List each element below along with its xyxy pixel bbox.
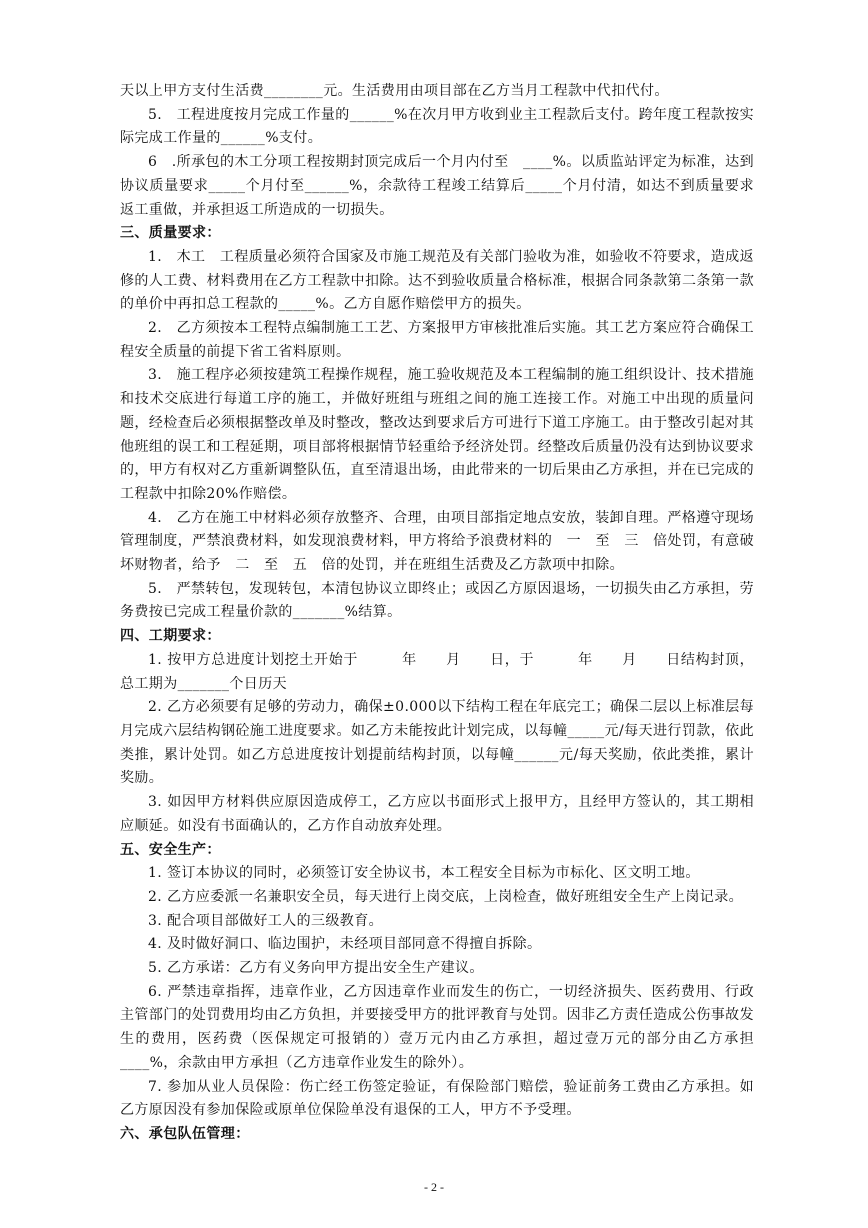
paragraph: 天以上甲方支付生活费________元。生活费用由项目部在乙方当月工程款中代扣代付。 bbox=[120, 83, 669, 99]
paragraph: 2. 乙方须按本工程特点编制施工工艺、方案报甲方审核批准后实施。其工艺方案应符合确保工程安全质量的前提下省工省料原则。 bbox=[120, 320, 754, 360]
paragraph: 1. 签订本协议的同时，必须签订安全协议书，本工程安全目标为市标化、区文明工地。 bbox=[148, 865, 700, 882]
paragraph: 7. 参加从业人员保险：伤亡经工伤签定验证，有保险部门赔偿，验证前务工费由乙方承担。如乙方原因没有参加保险或原单位保险单没有退保的工人，甲方不予受理。 bbox=[120, 1078, 754, 1119]
paragraph: 5. 严禁转包，发现转包，本清包协议立即终止；或因乙方原因退场，一切损失由乙方承担，劳务费按已完成工程量价款的_______%结算。 bbox=[120, 580, 754, 621]
paragraph: 3. 施工程序必须按建筑工程操作规程，施工验收规范及本工程编制的施工组织设计、技术措施和技术交底进行每道工序的施工，并做好班组与班组之间的施工连接工作。对施工中出现的质量问题，经检查后必须根据整改单及时整改，整改达到要求后方可进行下道工序施工。由于整改引起对其他班组的误工和工程延期，项目部将根据情节轻重给予经济处罚。经整改后质量仍没有达到协议要求的，甲方有权对乙方重新调整队伍，直至清退出场，由此带来的一切后果由乙方承担，并在已完成的工程款中扣除20%作赔偿。 bbox=[120, 367, 754, 502]
paragraph: 6. 严禁违章指挥，违章作业，乙方因违章作业而发生的伤亡，一切经济损失、医药费用、行政主管部门的处罚费用均由乙方负担，并要接受甲方的批评教育与处罚。因非乙方责任造成公伤事故发生的费用，医药费（医保规定可报销的）壹万元内由乙方承担，超过壹万元的部分由乙方承担 ____%，余款由甲方承担（乙方违章作业发生的除外）。 bbox=[120, 983, 769, 1071]
section-heading: 四、工期要求： bbox=[120, 628, 221, 645]
paragraph: 3. 配合项目部做好工人的三级教育。 bbox=[148, 912, 384, 929]
paragraph: 2. 乙方必须要有足够的劳动力，确保±0.000以下结构工程在年底完工；确保二层以上标准层每月完成六层结构钢砼施工进度要求。如乙方未能按此计划完成，以每幢_____元/每天进行罚款，依此类推，累计处罚。如乙方总进度按计划提前结构封顶，以每幢______元/每天奖励，依此类推，累计奖励。 bbox=[120, 699, 755, 787]
paragraph: 5. 工程进度按月完成工作量的______%在次月甲方收到业主工程款后支付。跨年度工程款按实际完成工作量的______%支付。 bbox=[120, 106, 754, 147]
paragraph: 4. 及时做好洞口、临边围护，未经项目部同意不得擅自拆除。 bbox=[148, 936, 542, 953]
section-heading: 六、承包队伍管理： bbox=[120, 1125, 250, 1142]
page-number: - 2 - bbox=[424, 1180, 444, 1194]
section-heading: 三、质量要求： bbox=[120, 225, 221, 242]
paragraph: 3. 如因甲方材料供应原因造成停工，乙方应以书面形式上报甲方，且经甲方签认的，其工期相应顺延。如没有书面确认的，乙方作自动放弃处理。 bbox=[120, 794, 754, 834]
paragraph: 2. 乙方应委派一名兼职安全员，每天进行上岗交底，上岗检查，做好班组安全生产上岗记录。 bbox=[148, 888, 744, 905]
paragraph: 4. 乙方在施工中材料必须存放整齐、合理，由项目部指定地点安放，装卸自理。严格遵守现场管理制度，严禁浪费材料，如发现浪费材料，甲方将给予浪费材料的 一 至 三 倍处罚，有意破坏财物者，给予 二 至 五 倍的处罚，并在班组生活费及乙方款项中扣除。 bbox=[120, 509, 754, 574]
paragraph: 5. 乙方承诺：乙方有义务向甲方提出安全生产建议。 bbox=[148, 960, 484, 977]
paragraph: 1. 木工 工程质量必须符合国家及市施工规范及有关部门验收为准，如验收不符要求，造成返修的人工费、材料费用在乙方工程款中扣除。达不到验收质量合格标准，根据合同条款第二条第一款的单价中再扣总工程款的_____%。乙方自愿作赔偿甲方的损失。 bbox=[120, 248, 754, 313]
paragraph: 1. 按甲方总进度计划挖土开始于 年 月 日，于 年 月 日结构封顶，总工期为_______个日历天 bbox=[120, 651, 754, 692]
document-body bbox=[120, 80, 769, 1147]
paragraph: 6 .所承包的木工分项工程按期封顶完成后一个月内付至 ____%。以质监站评定为标准，达到协议质量要求_____个月付至______%，余款待工程竣工结算后_____个月付清，如达不到质量要求返工重做，并承担返工所造成的一切损失。 bbox=[120, 154, 754, 218]
section-heading: 五、安全生产： bbox=[120, 841, 221, 858]
